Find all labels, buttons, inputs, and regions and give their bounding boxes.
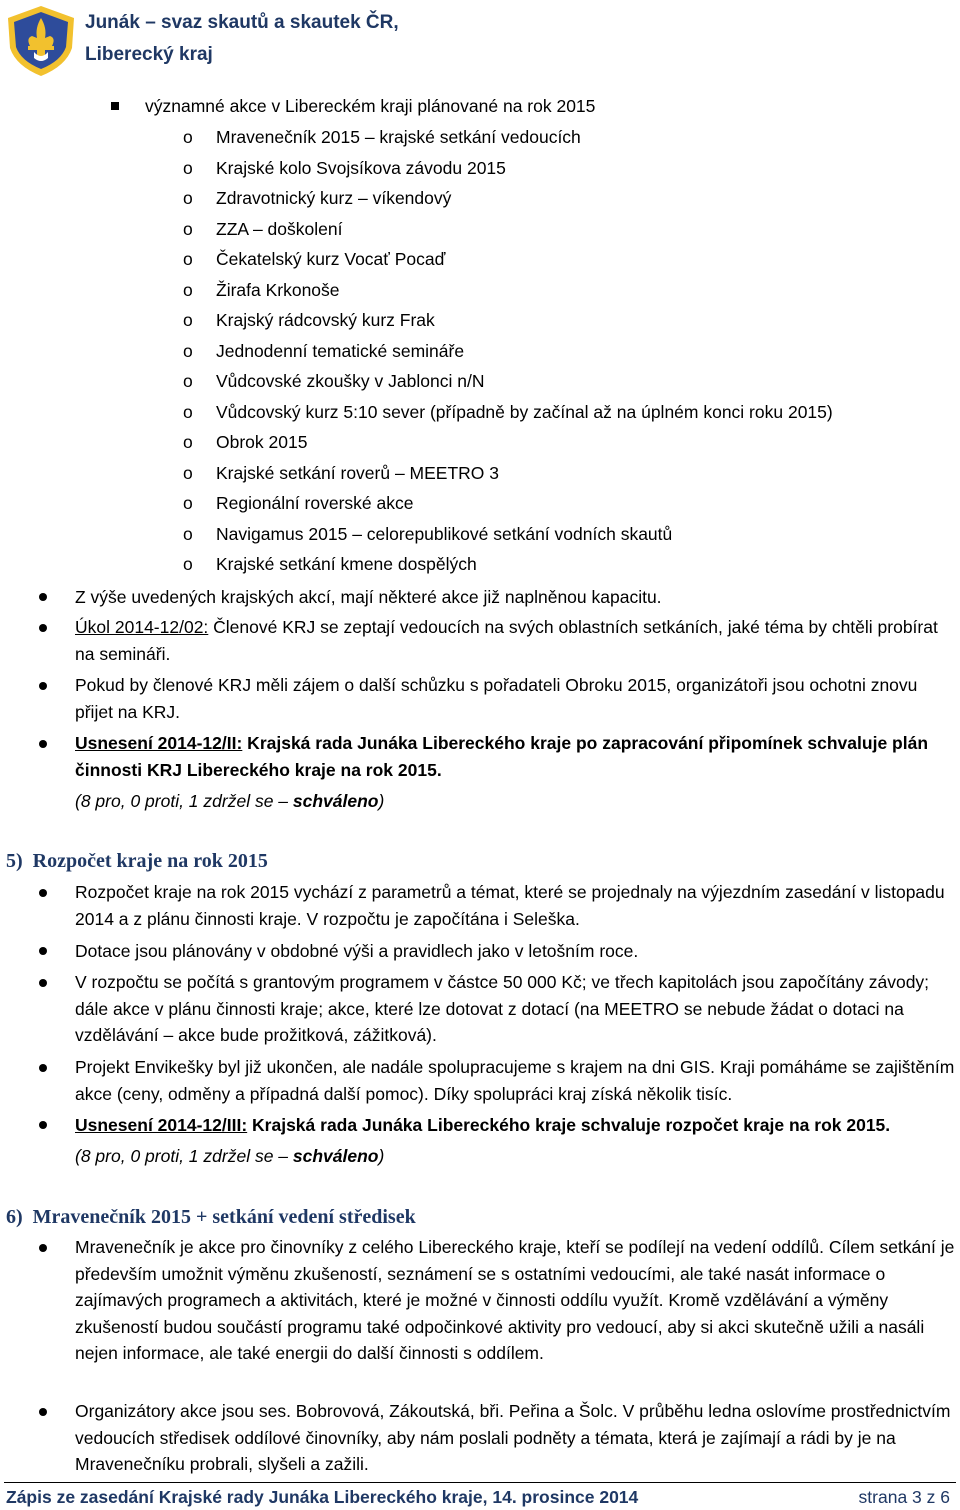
section-heading bbox=[6, 1205, 416, 1229]
circle-bullet-icon: o bbox=[183, 493, 193, 513]
vote-result: schváleno bbox=[292, 791, 379, 811]
circle-bullet-icon: o bbox=[183, 158, 193, 178]
bullet-icon bbox=[39, 947, 47, 955]
list-item: Žirafa Krkonoše bbox=[216, 280, 340, 300]
list-item: Krajský rádcovský kurz Frak bbox=[216, 310, 435, 330]
list-item: Organizátory akce jsou ses. Bobrovová, Zákoutská, bři. Peřina a Šolc. V průběhu ledna oslovíme prostřednictvím vedoucích středisek oddílové činovníky, aby nám poslali podněty a témata, která je zajímají a rádi by je na Mravenečníku probrali, slyšeli a zažili. bbox=[75, 1401, 951, 1474]
vote-text: (8 pro, 0 proti, 1 zdržel se – bbox=[75, 1146, 293, 1166]
list-item: Čekatelský kurz Vocať Pocaď bbox=[216, 249, 446, 269]
vote-close: ) bbox=[378, 1146, 385, 1166]
list-item: ZZA – doškolení bbox=[216, 219, 343, 239]
list-item: Vůdcovský kurz 5:10 sever (případně by začínal až na úplném konci roku 2015) bbox=[216, 402, 833, 422]
list-item: Mravenečník je akce pro činovníky z celého Libereckého kraje, kteří se podílejí na vedení oddílů. Cílem setkání je především umožnit výměnu zkušeností, seznámení se s ostatními vedoucími, ale také nasát informace o zajímavých programech a aktivitách, které je možné v činnosti oddílu využít. Kromě vzdělávání a výměny zkušeností budou součástí programu také odpočinkové aktivity pro vedoucí, aby si akci skutečně užili a nasáli nejen informace, ale také energii do další činnosti s oddílem. bbox=[75, 1237, 955, 1363]
list-item: Krajské setkání roverů – MEETRO 3 bbox=[216, 463, 500, 483]
bullet-icon bbox=[39, 1408, 47, 1416]
section-heading bbox=[6, 849, 268, 873]
footer-page-number: strana 3 z 6 bbox=[858, 1487, 950, 1507]
list-item: Rozpočet kraje na rok 2015 vychází z parametrů a témat, které se projednaly na výjezdním zasedání v listopadu 2014 a z plánu činnosti kraje. V rozpočtu je započítána i Seleška. bbox=[75, 882, 945, 929]
circle-bullet-icon: o bbox=[183, 341, 193, 361]
events-heading: významné akce v Libereckém kraji plánované na rok 2015 bbox=[145, 96, 596, 116]
list-item: Navigamus 2015 – celorepublikové setkání vodních skautů bbox=[216, 524, 673, 544]
circle-bullet-icon: o bbox=[183, 310, 193, 330]
bullet-icon bbox=[39, 1244, 47, 1252]
list-item: Dotace jsou plánovány v obdobné výši a pravidlech jako v letošním roce. bbox=[75, 941, 639, 961]
resolution-paragraph bbox=[75, 730, 955, 783]
vote-text: (8 pro, 0 proti, 1 zdržel se – bbox=[75, 791, 293, 811]
vote-result: schváleno bbox=[292, 1146, 379, 1166]
task-text: Členové KRJ se zeptají vedoucích na svých oblastních setkáních, jaké téma by chtěli probírat na semináři. bbox=[75, 617, 938, 664]
circle-bullet-icon: o bbox=[183, 432, 193, 452]
circle-bullet-icon: o bbox=[183, 127, 193, 147]
task-label: Úkol 2014-12/02: bbox=[75, 617, 209, 637]
footer-document-title: Zápis ze zasedání Krajské rady Junáka Libereckého kraje, 14. prosince 2014 bbox=[6, 1487, 639, 1507]
list-item: Krajské setkání kmene dospělých bbox=[216, 554, 477, 574]
circle-bullet-icon: o bbox=[183, 219, 193, 239]
vote-line bbox=[75, 791, 384, 811]
resolution-text: Krajská rada Junáka Libereckého kraje schvaluje rozpočet kraje na rok 2015. bbox=[247, 1115, 891, 1135]
circle-bullet-icon: o bbox=[183, 280, 193, 300]
bullet-icon bbox=[39, 682, 47, 690]
vote-line bbox=[75, 1146, 384, 1166]
task-paragraph bbox=[75, 614, 955, 667]
square-bullet-icon bbox=[111, 102, 119, 110]
circle-bullet-icon: o bbox=[183, 402, 193, 422]
list-item: Jednodenní tematické semináře bbox=[216, 341, 465, 361]
header-title-line1: Junák – svaz skautů a skautek ČR, bbox=[85, 12, 399, 33]
circle-bullet-icon: o bbox=[183, 188, 193, 208]
section-title: Rozpočet kraje na rok 2015 bbox=[32, 850, 268, 872]
circle-bullet-icon: o bbox=[183, 371, 193, 391]
bullet-icon bbox=[39, 593, 47, 601]
capacity-note: Z výše uvedených krajských akcí, mají některé akce již naplněnou kapacitu. bbox=[75, 587, 662, 607]
list-item: Regionální roverské akce bbox=[216, 493, 414, 513]
resolution-label: Usnesení 2014-12/II: bbox=[75, 733, 243, 753]
header-title-line2: Liberecký kraj bbox=[85, 44, 213, 65]
circle-bullet-icon: o bbox=[183, 524, 193, 544]
bullet-icon bbox=[39, 1121, 47, 1129]
list-item: Krajské kolo Svojsíkova závodu 2015 bbox=[216, 158, 506, 178]
bullet-icon bbox=[39, 1064, 47, 1072]
list-item: Projekt Envikešky byl již ukončen, ale nadále spolupracujeme s krajem na dni GIS. Kraji pomáháme se zajištěním akce (ceny, odměny a případná další pomoc). Díky spolupráci kraj získá několik tisíc. bbox=[75, 1057, 955, 1104]
scout-lily-shield-icon bbox=[4, 4, 78, 78]
section-title: Mravenečník 2015 + setkání vedení středisek bbox=[32, 1206, 416, 1228]
footer-divider bbox=[4, 1482, 956, 1483]
obrok-note: Pokud by členové KRJ měli zájem o další schůzku s pořadateli Obroku 2015, organizátoři jsou ochotni znovu přijet na KRJ. bbox=[75, 675, 918, 722]
list-item: Mravenečník 2015 – krajské setkání vedoucích bbox=[216, 127, 581, 147]
bullet-icon bbox=[39, 740, 47, 748]
circle-bullet-icon: o bbox=[183, 554, 193, 574]
resolution-text: Krajská rada Junáka Libereckého kraje po zapracování připomínek schvaluje plán činnosti KRJ Libereckého kraje na rok 2015. bbox=[75, 733, 929, 780]
section-number: 5) bbox=[6, 850, 23, 872]
section-number: 6) bbox=[6, 1206, 23, 1228]
list-item: V rozpočtu se počítá s grantovým programem v částce 50 000 Kč; ve třech kapitolách jsou započítány závody; dále akce v plánu činnosti kraje; akce, které lze dotovat z dotací (na MEETRO se nebude žádat o dotaci na vzdělávání – akce bude prožitková, zážitková). bbox=[75, 972, 930, 1045]
bullet-icon bbox=[39, 979, 47, 987]
list-item: Vůdcovské zkoušky v Jablonci n/N bbox=[216, 371, 485, 391]
circle-bullet-icon: o bbox=[183, 249, 193, 269]
circle-bullet-icon: o bbox=[183, 463, 193, 483]
list-item: Zdravotnický kurz – víkendový bbox=[216, 188, 452, 208]
vote-close: ) bbox=[378, 791, 385, 811]
resolution-paragraph bbox=[75, 1115, 890, 1135]
bullet-icon bbox=[39, 889, 47, 897]
bullet-icon bbox=[39, 624, 47, 632]
list-item: Obrok 2015 bbox=[216, 432, 308, 452]
resolution-label: Usnesení 2014-12/III: bbox=[75, 1115, 248, 1135]
